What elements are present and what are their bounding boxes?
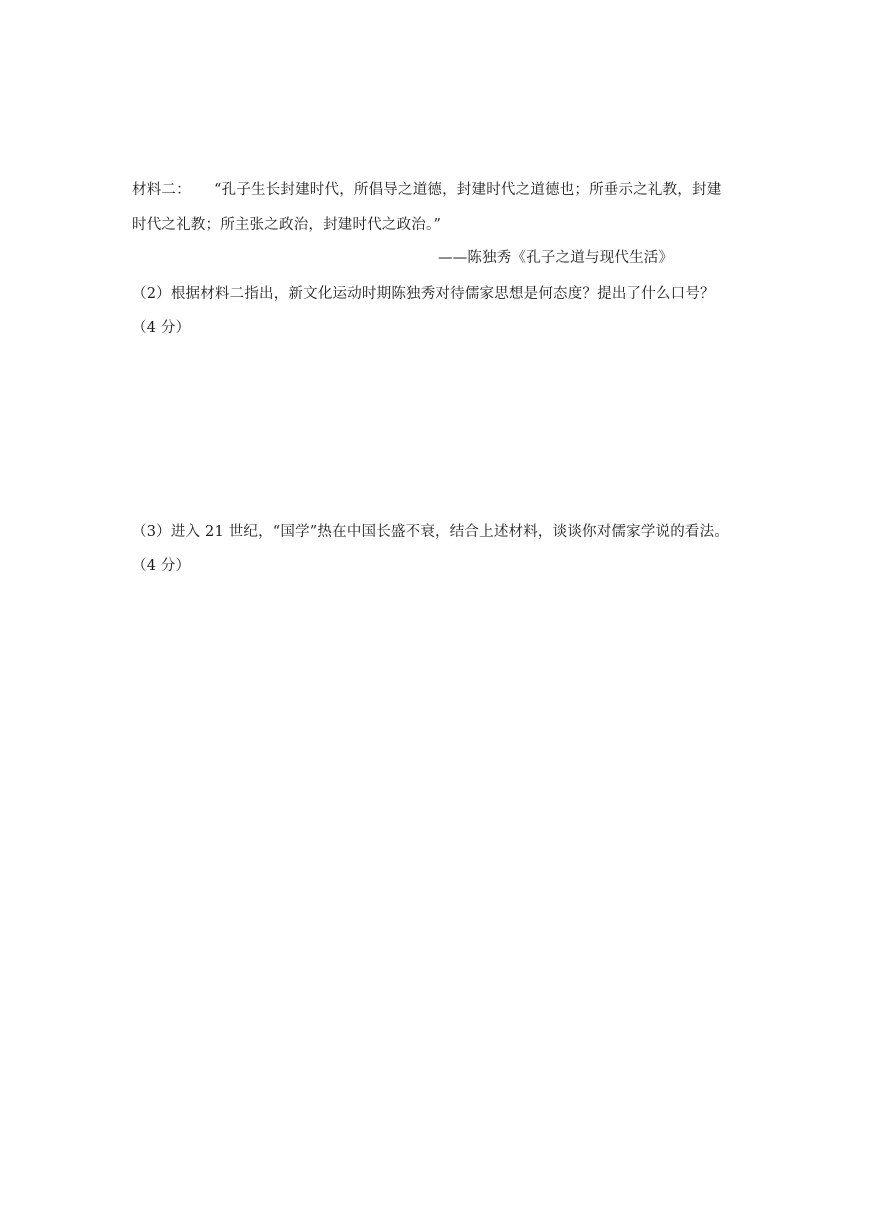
material-attribution: ——陈独秀《孔子之道与现代生活》 xyxy=(438,250,674,266)
material-label: 材料二： xyxy=(132,182,191,198)
question-3-text: （3）进入 21 世纪，“国学”热在中国长盛不衰，结合上述材料，谈谈你对儒家学说的看法。 xyxy=(132,524,730,540)
question-2-score: （4 分） xyxy=(132,320,191,336)
material-quote-line-2: 时代之礼教；所主张之政治，封建时代之政治。” xyxy=(132,217,442,233)
question-3-score: （4 分） xyxy=(132,558,191,574)
material-quote-line-1: “孔子生长封建时代，所倡导之道德，封建时代之道德也；所垂示之礼教，封建 xyxy=(214,182,722,198)
question-2-text: （2）根据材料二指出，新文化运动时期陈独秀对待儒家思想是何态度？提出了什么口号？ xyxy=(132,286,715,302)
